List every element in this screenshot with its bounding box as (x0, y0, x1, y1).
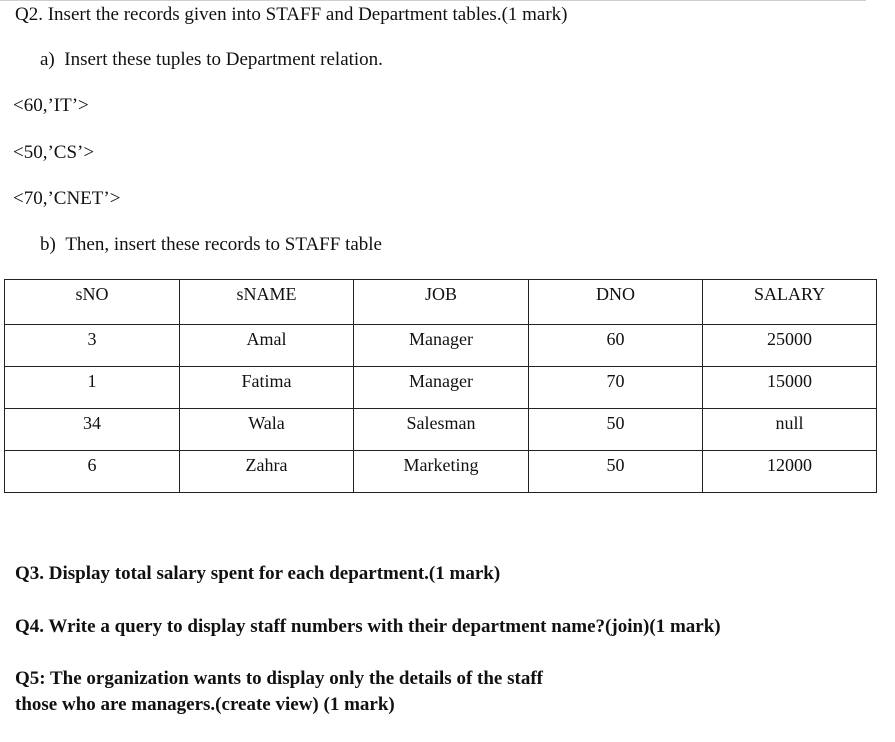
table-row (5, 409, 877, 451)
cell-dno: 50 (529, 451, 703, 493)
header-job: JOB (354, 280, 529, 325)
cell-sno: 34 (5, 409, 180, 451)
cell-salary: 25000 (703, 325, 877, 367)
tuple-2: <50,’CS’> (13, 142, 95, 163)
cell-sname: Zahra (180, 451, 354, 493)
q5-line-1: Q5: The organization wants to display only the details of the staff (15, 668, 543, 689)
tuple-1: <60,’IT’> (13, 95, 89, 116)
cell-job: Salesman (354, 409, 529, 451)
cell-sno: 1 (5, 367, 180, 409)
header-sno: sNO (5, 280, 180, 325)
cell-job: Marketing (354, 451, 529, 493)
table-row (5, 367, 877, 409)
header-sname: sNAME (180, 280, 354, 325)
header-salary: SALARY (703, 280, 877, 325)
cell-sno: 3 (5, 325, 180, 367)
cell-salary: 12000 (703, 451, 877, 493)
cell-job: Manager (354, 367, 529, 409)
cell-dno: 60 (529, 325, 703, 367)
header-dno: DNO (529, 280, 703, 325)
table-row (5, 325, 877, 367)
q5-line-2: those who are managers.(create view) (1 mark) (15, 694, 395, 715)
q2-title: Q2. Insert the records given into STAFF and Department tables.(1 mark) (15, 4, 568, 25)
staff-table (4, 279, 877, 493)
q4-text: Q4. Write a query to display staff numbers with their department name?(join)(1 mark) (15, 616, 721, 637)
cell-salary: 15000 (703, 367, 877, 409)
cell-sname: Amal (180, 325, 354, 367)
q2-part-b: b) Then, insert these records to STAFF table (40, 234, 382, 255)
cell-dno: 50 (529, 409, 703, 451)
table-row (5, 451, 877, 493)
cell-salary: null (703, 409, 877, 451)
cell-sname: Wala (180, 409, 354, 451)
cell-dno: 70 (529, 367, 703, 409)
q3-text: Q3. Display total salary spent for each department.(1 mark) (15, 563, 501, 584)
q2-part-a: a) Insert these tuples to Department relation. (40, 49, 383, 70)
cell-job: Manager (354, 325, 529, 367)
cell-sname: Fatima (180, 367, 354, 409)
tuple-3: <70,’CNET’> (13, 188, 121, 209)
cell-sno: 6 (5, 451, 180, 493)
table-header-row (5, 280, 877, 325)
top-rule (0, 0, 866, 1)
